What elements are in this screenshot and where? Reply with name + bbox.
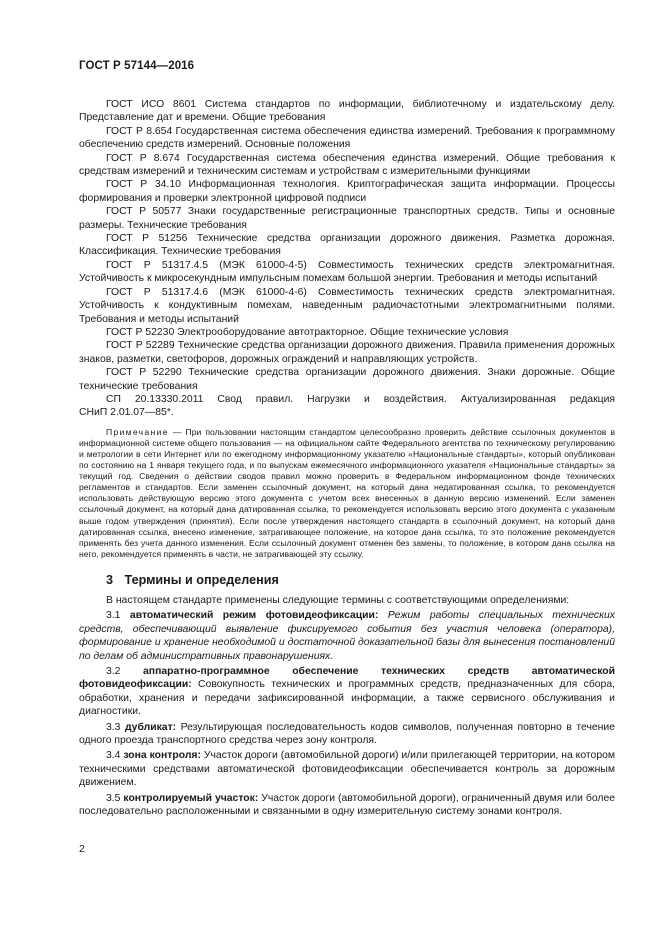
term-definition-text: Режим работы специальных технических средств, обеспечивающий выявление фиксируемого события без участия человека (оператора), формирование и хранение необходимой и достаточной доказательной базы для вынесения постановлений по делам об административных правонарушениях. (79, 610, 615, 662)
document-body (79, 98, 615, 818)
section-intro: В настоящем стандарте применены следующие термины с соответствующими определениями: (106, 594, 570, 606)
term-definition-text: Результирующая последовательность кодов символов, полученная повторно в течение одного проезда транспортного средства через зону контроля. (79, 721, 615, 746)
term-number: 3.1 (106, 610, 121, 622)
term-name: зона контроля: (123, 750, 201, 762)
reference-item-sp-continuation: СНиП 2.01.07—85*. (79, 407, 174, 419)
reference-item: ГОСТ Р 51317.4.5 (МЭК 61000-4-5) Совместимость технических средств электромагнитная. Устойчивость к микросекундным импульсным помехам большой энергии. Требования и методы испытаний (79, 259, 615, 285)
reference-item: ГОСТ Р 52289 Технические средства организации дорожного движения. Правила применения дорожных знаков, разметки, светофоров, дорожных ограждений и направляющих устройств. (79, 340, 615, 365)
term-number: 3.2 (106, 665, 121, 677)
term-definition-text: Участок дороги (автомобильной дороги), ограниченный двумя или более последовательно расположенными и связанными в одну измерительную систему зонами контроля. (79, 792, 616, 817)
section-3-heading (106, 573, 615, 587)
section-title: Термины и определения (124, 572, 279, 587)
term-name: аппаратно-программное обеспечение технических средств автоматической фотовидеофиксации: (79, 665, 616, 691)
term-name: контролируемый участок: (123, 792, 259, 804)
reference-item: ГОСТ Р 51256 Технические средства организации дорожного движения. Разметка дорожная. Классификация. Технические требования (79, 233, 615, 258)
term-definition-text: Участок дороги (автомобильной дороги) и/или прилегающей территории, на котором техническими средствами автоматической фотовидеофиксации обеспечивается контроль за дорожным движением. (79, 750, 616, 789)
term-definition-text: Совокупность технических и программных средств, предназначенных для сбора, обработки, хранения и передачи зафиксированной информации, а также сервисного обслуживания и диагностики. (79, 679, 615, 718)
note-text: — При пользовании настоящим стандартом целесообразно проверить действие ссылочных документов в информационной системе общего пользования — на официальном сайте Федерального агентства по техническому регулированию и метрологии в сети Интернет или по ежегодному информационному указателю «Национальные стандарты», который опубликован по состоянию на 1 января текущего года, и по выпускам ежемесячного информационного указателя «Национальные стандарты» за текущий год. Сведения о действии сводов правил можно проверить в Федеральном информационном фонде технических регламентов и стандартов. Если заменен ссылочный документ, на который дана недатированная ссылка, то рекомендуется использовать действующую версию этого документа с учетом всех внесенных в данную версию изменений. Если заменен ссылочный документ, на который дана датированная ссылка, то рекомендуется использовать версию этого документа с указанным выше годом утверждения (принятия). Если после утверждения настоящего стандарта в ссылочный документ, на который дана датированная ссылка, внесено изменение, затрагивающее положение, на которое дана ссылка, то это положение рекомендуется применять без учета данного изменения. Если ссылочный документ отменен без замены, то положение, в котором дана ссылка на него, рекомендуется применять в части, не затрагивающей эту ссылку. (79, 426, 616, 559)
reference-item: ГОСТ Р 34.10 Информационная технология. Криптографическая защита информации. Процессы формирования и проверки электронной цифровой подписи (79, 179, 615, 204)
term-definition (79, 792, 615, 819)
term-number: 3.4 (106, 750, 121, 762)
page-number: 2 (79, 843, 85, 855)
term-name: автоматический режим фотовидеофиксации: (129, 610, 379, 622)
reference-item: ГОСТ Р 8.674 Государственная система обеспечения единства измерений. Общие требования к средствам измерений и техническим системам и устройствам с измерительными функциями (79, 152, 615, 178)
section-number: 3 (106, 572, 114, 587)
term-number: 3.5 (106, 792, 121, 804)
page-header-standard-code: ГОСТ Р 57144—2016 (79, 60, 195, 72)
reference-item: ГОСТ Р 50577 Знаки государственные регистрационные транспортных средств. Типы и основные размеры. Технические требования (79, 206, 615, 231)
reference-item-sp: СП 20.13330.2011 Свод правил. Нагрузки и воздействия. Актуализированная редакция (106, 393, 615, 405)
term-name: дубликат: (124, 721, 177, 733)
term-definition (79, 609, 615, 663)
note-block (79, 427, 615, 560)
reference-item: ГОСТ ИСО 8601 Система стандартов по информации, библиотечному и издательскому делу. Представление дат и времени. Общие требования (79, 99, 615, 124)
reference-item: ГОСТ Р 52290 Технические средства организации дорожного движения. Знаки дорожные. Общие технические требования (79, 367, 615, 392)
term-definition (79, 749, 615, 789)
term-definition (79, 721, 615, 748)
normative-references-list (79, 98, 615, 420)
term-number: 3.3 (106, 721, 121, 733)
reference-item: ГОСТ Р 51317.4.6 (МЭК 61000-4-6) Совместимость технических средств электромагнитная. Устойчивость к кондуктивным помехам, наведенным радиочастотными электромагнитными полями. Требования и методы испытаний (79, 286, 615, 325)
term-definition (79, 665, 615, 719)
note-label: Примечание (106, 426, 169, 437)
reference-item: ГОСТ Р 52230 Электрооборудование автотракторное. Общие технические условия (106, 326, 509, 338)
reference-item: ГОСТ Р 8.654 Государственная система обеспечения единства измерений. Требования к программному обеспечению средств измерений. Основные положения (79, 125, 615, 151)
